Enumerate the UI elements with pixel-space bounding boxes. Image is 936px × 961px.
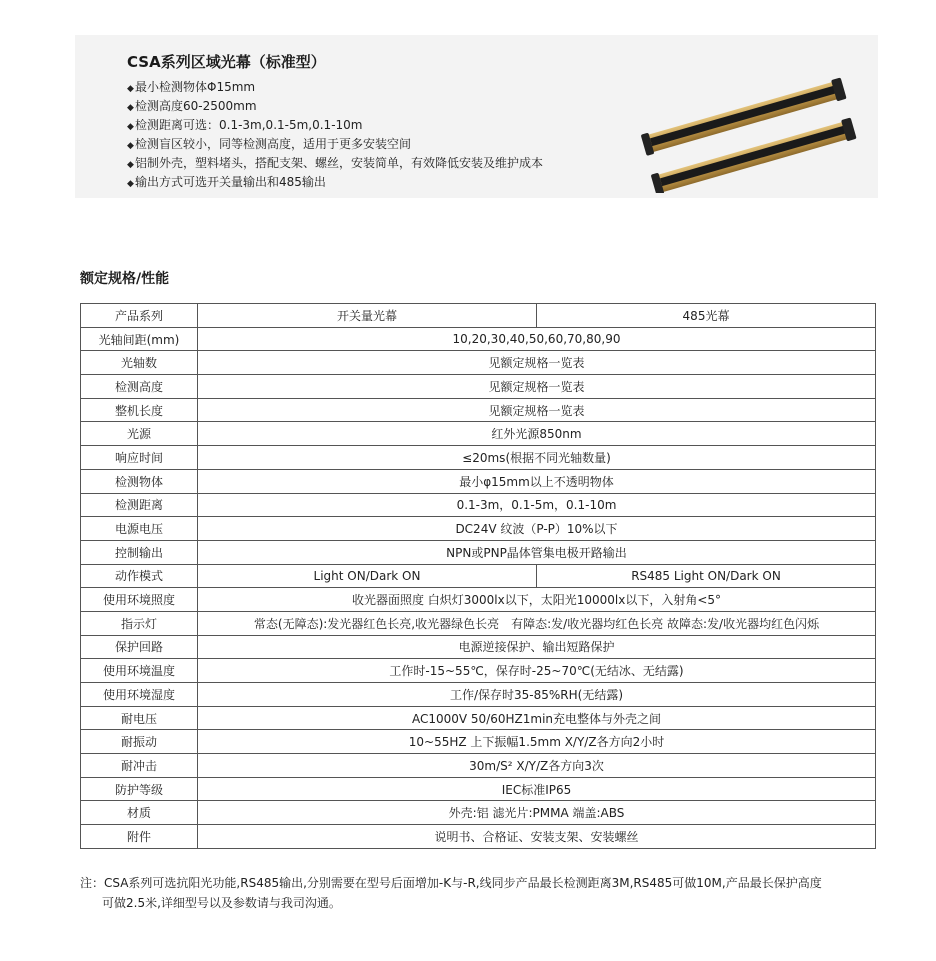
bullet-icon: ◆ xyxy=(127,160,134,170)
row-label: 光轴间距(mm) xyxy=(81,327,198,351)
feature-item: ◆检测盲区较小，同等检测高度，适用于更多安装空间 xyxy=(127,136,543,155)
feature-list xyxy=(127,79,543,193)
table-row xyxy=(81,706,876,730)
row-label: 耐冲击 xyxy=(81,754,198,778)
row-label: 使用环境湿度 xyxy=(81,683,198,707)
row-value: 最小φ15mm以上不透明物体 xyxy=(198,469,876,493)
row-label: 响应时间 xyxy=(81,446,198,470)
row-value: 10~55HZ 上下振幅1.5mm X/Y/Z各方向2小时 xyxy=(198,730,876,754)
row-value: 30m/S² X/Y/Z各方向3次 xyxy=(198,754,876,778)
bullet-icon: ◆ xyxy=(127,141,134,151)
table-row xyxy=(81,659,876,683)
row-value: 外壳:铝 滤光片:PMMA 端盖:ABS xyxy=(198,801,876,825)
feature-item: ◆最小检测物体Φ15mm xyxy=(127,79,543,98)
bullet-icon: ◆ xyxy=(127,84,134,94)
table-row xyxy=(81,683,876,707)
row-value: DC24V 纹波（P-P）10%以下 xyxy=(198,517,876,541)
table-row xyxy=(81,517,876,541)
row-value: 电源逆接保护、输出短路保护 xyxy=(198,635,876,659)
row-label: 电源电压 xyxy=(81,517,198,541)
row-label: 检测高度 xyxy=(81,375,198,399)
row-value: Light ON/Dark ON xyxy=(198,564,537,588)
row-label: 保护回路 xyxy=(81,635,198,659)
row-label: 耐电压 xyxy=(81,706,198,730)
table-row xyxy=(81,588,876,612)
row-value: ≤20ms(根据不同光轴数量) xyxy=(198,446,876,470)
table-row xyxy=(81,469,876,493)
row-label: 动作模式 xyxy=(81,564,198,588)
table-row xyxy=(81,564,876,588)
footnote-line: 注：CSA系列可选抗阳光功能,RS485输出,分别需要在型号后面增加-K与-R,线同步产品最长检测距离3M,RS485可做10M,产品最长保护高度 xyxy=(80,876,822,890)
table-row xyxy=(81,493,876,517)
row-label: 附件 xyxy=(81,825,198,849)
row-value: 485光幕 xyxy=(537,304,876,328)
table-row xyxy=(81,635,876,659)
row-label: 使用环境温度 xyxy=(81,659,198,683)
row-value: 说明书、合格证、安装支架、安装螺丝 xyxy=(198,825,876,849)
table-row xyxy=(81,611,876,635)
row-label: 检测距离 xyxy=(81,493,198,517)
row-value: 见额定规格一览表 xyxy=(198,375,876,399)
row-value: 见额定规格一览表 xyxy=(198,351,876,375)
row-label: 检测物体 xyxy=(81,469,198,493)
table-row xyxy=(81,327,876,351)
row-label: 产品系列 xyxy=(81,304,198,328)
footnote xyxy=(80,873,880,913)
table-row xyxy=(81,398,876,422)
row-label: 指示灯 xyxy=(81,611,198,635)
row-label: 整机长度 xyxy=(81,398,198,422)
row-value: 收光器面照度 白炽灯3000lx以下，太阳光10000lx以下，入射角<5° xyxy=(198,588,876,612)
row-label: 使用环境照度 xyxy=(81,588,198,612)
light-curtain-bars-image xyxy=(633,63,873,193)
row-value: 常态(无障态):发光器红色长亮,收光器绿色长亮 有障态:发/收光器均红色长亮 故障态:发/收光器均红色闪烁 xyxy=(198,611,876,635)
table-row xyxy=(81,351,876,375)
table-row xyxy=(81,446,876,470)
intro-panel xyxy=(75,35,878,198)
table-row xyxy=(81,825,876,849)
table-row xyxy=(81,730,876,754)
table-row xyxy=(81,540,876,564)
row-value: IEC标准IP65 xyxy=(198,777,876,801)
row-label: 控制输出 xyxy=(81,540,198,564)
row-label: 耐振动 xyxy=(81,730,198,754)
spec-table xyxy=(80,303,876,849)
table-row xyxy=(81,777,876,801)
row-label: 光轴数 xyxy=(81,351,198,375)
intro-title: CSA系列区域光幕（标准型） xyxy=(127,53,326,71)
feature-item: ◆输出方式可选开关量输出和485输出 xyxy=(127,174,543,193)
row-value: 0.1-3m，0.1-5m，0.1-10m xyxy=(198,493,876,517)
feature-item: ◆检测距离可选：0.1-3m,0.1-5m,0.1-10m xyxy=(127,117,543,136)
row-value: 工作时-15~55℃，保存时-25~70℃(无结冰、无结露) xyxy=(198,659,876,683)
row-value: 10,20,30,40,50,60,70,80,90 xyxy=(198,327,876,351)
feature-item: ◆铝制外壳，塑料堵头，搭配支架、螺丝，安装简单，有效降低安装及维护成本 xyxy=(127,155,543,174)
table-row xyxy=(81,801,876,825)
row-value: 红外光源850nm xyxy=(198,422,876,446)
table-row xyxy=(81,304,876,328)
row-label: 光源 xyxy=(81,422,198,446)
bullet-icon: ◆ xyxy=(127,179,134,189)
row-label: 防护等级 xyxy=(81,777,198,801)
section-title: 额定规格/性能 xyxy=(80,271,170,287)
row-value: 开关量光幕 xyxy=(198,304,537,328)
table-row xyxy=(81,754,876,778)
row-value: NPN或PNP晶体管集电极开路输出 xyxy=(198,540,876,564)
row-value: 工作/保存时35-85%RH(无结露) xyxy=(198,683,876,707)
feature-item: ◆检测高度60-2500mm xyxy=(127,98,543,117)
table-row xyxy=(81,375,876,399)
row-value: AC1000V 50/60HZ1min充电整体与外壳之间 xyxy=(198,706,876,730)
table-row xyxy=(81,422,876,446)
bullet-icon: ◆ xyxy=(127,103,134,113)
row-value: RS485 Light ON/Dark ON xyxy=(537,564,876,588)
row-label: 材质 xyxy=(81,801,198,825)
footnote-line: 可做2.5米,详细型号以及参数请与我司沟通。 xyxy=(102,896,341,910)
row-value: 见额定规格一览表 xyxy=(198,398,876,422)
bullet-icon: ◆ xyxy=(127,122,134,132)
